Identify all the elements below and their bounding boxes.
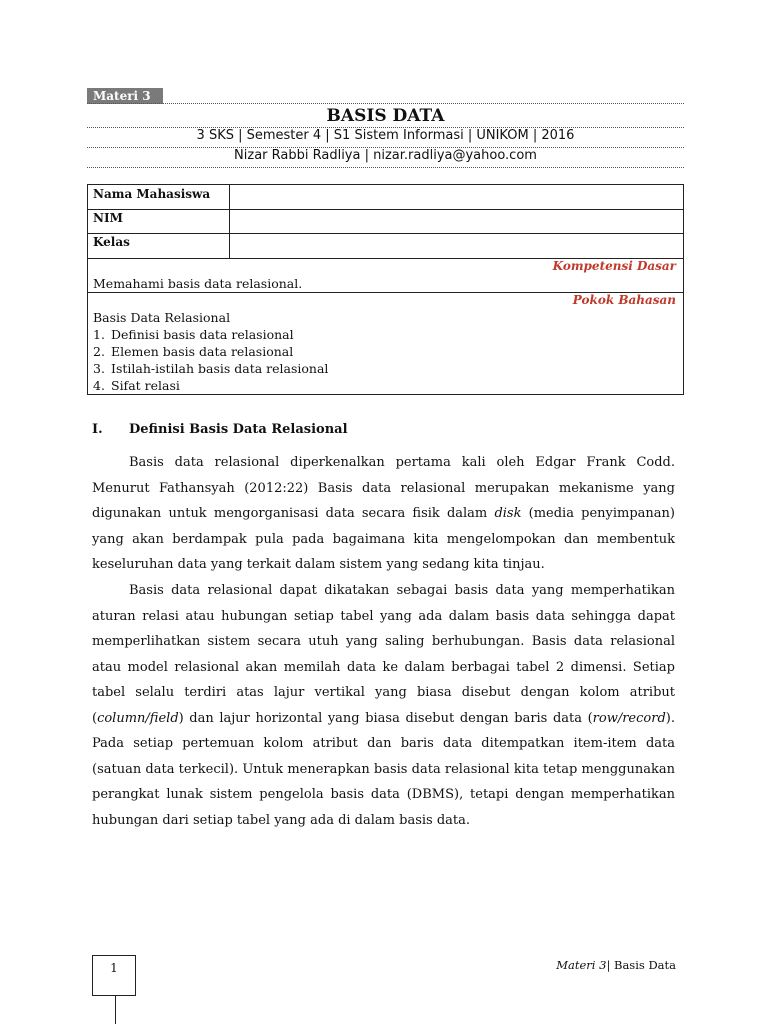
list-item: 2. Elemen basis data relasional [93,344,294,359]
dotted-divider [87,103,684,104]
paragraph-2: Basis data relasional dapat dikatakan sebagai basis data yang memperhatikan aturan relasi atau hubungan setiap tabel yang ada dalam basis data sehingga dapat memperlihatkan sistem secara utuh yang saling berhubungan. Basis data relasional atau model relasional akan memilah data ke dalam berbagai tabel 2 dimensi. Setiap tabel selalu terdiri atas lajur vertikal yang biasa disebut dengan kolom atribut (column/field) dan lajur horizontal yang biasa disebut dengan baris data (row/record). Pada setiap pertemuan kolom atribut dan baris data ditempatkan item-item data (satuan data terkecil). Untuk menerapkan basis data relasional kita tetap menggunakan perangkat lunak sistem pengelola basis data (DBMS), tetapi dengan memperhatikan hubungan dari setiap tabel yang ada di dalam basis data. [92,583,675,828]
section-heading [92,422,348,437]
pokok-list [93,326,328,394]
field-label: Kelas [93,235,130,249]
info-box [87,184,684,395]
kompetensi-text: Memahami basis data relasional. [93,276,303,291]
paragraph-1: Basis data relasional diperkenalkan pertama kali oleh Edgar Frank Codd. Menurut Fathansyah (2012:22) Basis data relasional merupakan mekanisme yang digunakan untuk mengorganisasi data secara fisik dalam disk (media penyimpanan) yang akan berdampak pula pada bagaimana kita mengelompokan dan membentuk keseluruhan data yang terkait dalam sistem yang sedang kita tinjau. [92,455,675,572]
emphasis-row: row/record [592,710,666,726]
list-item: 1. Definisi basis data relasional [93,327,294,342]
kompetensi-title: Kompetensi Dasar [552,259,676,273]
list-item: 3. Istilah-istilah basis data relasional [93,361,329,376]
list-item: 4. Sifat relasi [93,378,180,393]
field-row-nim [88,209,683,234]
section-number: I. [92,422,103,437]
field-value-nama[interactable] [229,185,683,209]
pokok-title: Pokok Bahasan [572,293,676,307]
field-label: Nama Mahasiswa [93,187,211,201]
dotted-divider [87,167,684,168]
footer-line [115,996,116,1024]
author-info: Nizar Rabbi Radliya | nizar.radliya@yahoo.com [234,148,537,163]
emphasis-disk: disk [494,506,522,521]
emphasis-column: column/field [97,710,179,726]
section-title: Definisi Basis Data Relasional [129,422,348,437]
footer-label: Materi 3| Basis Data [556,958,676,972]
materi-tag: Materi 3 [87,88,163,104]
field-value-nim[interactable] [229,209,683,233]
course-info: 3 SKS | Semester 4 | S1 Sistem Informasi | UNIKOM | 2016 [196,128,575,143]
field-label: NIM [93,211,123,225]
page-number: 1 [92,955,136,996]
pokok-heading: Basis Data Relasional [93,310,231,325]
field-value-kelas[interactable] [229,233,683,258]
document-title: BASIS DATA [326,106,445,126]
field-row-kelas [88,233,683,259]
field-row-nama [88,185,683,210]
